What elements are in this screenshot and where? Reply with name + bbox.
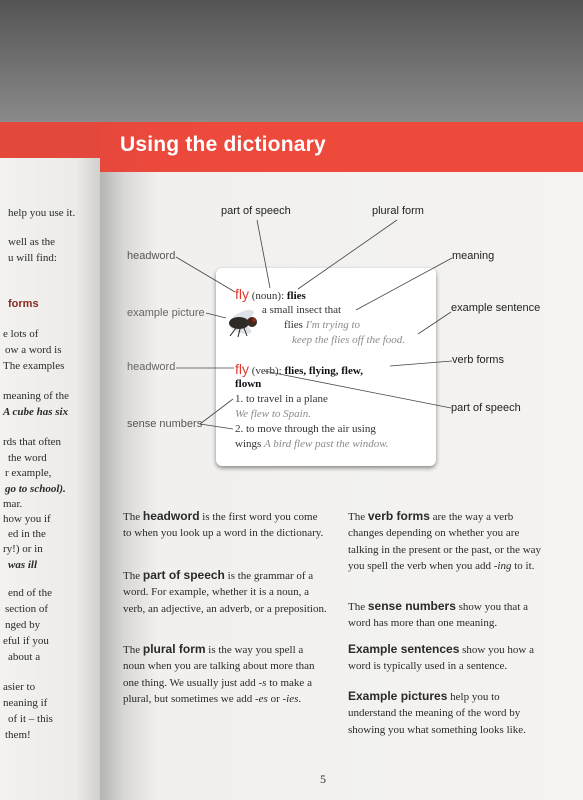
para-example-sentences: Example sentences show you how a word is typically used in a sentence. (348, 642, 534, 673)
label-sense-numbers: sense numbers (127, 418, 203, 430)
left-page-line: how you if (3, 513, 51, 525)
line-sense-2 (200, 424, 233, 429)
left-page-line: end of the (8, 587, 52, 599)
term-plural-form: plural form (142, 642, 206, 656)
left-page-line: The examples (3, 360, 65, 372)
example-noun-1: I'm trying to (305, 319, 360, 331)
left-page-line: of it – this (8, 713, 53, 725)
left-page-line: help you use it. (8, 207, 76, 219)
term-part-of-speech: part of speech (142, 568, 225, 582)
label-part-of-speech-top: part of speech (221, 205, 291, 217)
left-page-line: asier to (3, 681, 36, 693)
line-example-picture (206, 313, 226, 318)
plural-form-text: flies (286, 290, 306, 302)
sense-1-example: We flew to Spain. (235, 408, 311, 420)
example-noun-2: keep the flies off the food. (292, 334, 406, 346)
sense-1: 1. to travel in a plane (235, 393, 328, 405)
left-page-line: them! (5, 729, 31, 741)
line-headword-1 (176, 257, 235, 292)
para-part-of-speech: The part of speech is the grammar of a word. For example, whether it is a noun, a verb, an adjective, an adverb, or a preposition. (123, 568, 327, 615)
headword-verb: fly (235, 361, 249, 377)
para-sense-numbers: The sense numbers show you that a word has more than one meaning. (348, 599, 529, 630)
term-verb-forms: verb forms (367, 509, 430, 523)
page-number: 5 (320, 772, 326, 786)
sense-2-wings: wings (235, 438, 262, 450)
left-page-line: A cube has six (3, 406, 69, 418)
fly-picture (227, 307, 257, 337)
page-title: Using the dictionary (120, 133, 326, 156)
label-headword-1: headword (127, 250, 176, 262)
left-page-line: forms (8, 298, 39, 310)
label-example-sentence: example sentence (451, 302, 541, 314)
term-example-sentences: Example sentences (348, 642, 460, 656)
verb-forms-line-2: flown (235, 378, 262, 390)
para-verb-forms: The verb forms are the way a verb changes depending on whether you are talking in the present or the past, or the way you spell the verb when you add -ing to it. (348, 509, 542, 572)
left-page-line: e lots of (3, 328, 39, 340)
example-word: flies (284, 319, 303, 331)
left-page-line: neaning if (3, 697, 48, 709)
left-page-line: mar. (3, 498, 23, 510)
left-page-line: eful if you (3, 635, 49, 647)
left-page-line: the word (8, 452, 47, 464)
line-pos-right (264, 371, 451, 408)
left-page-line: about a (8, 651, 41, 663)
label-part-of-speech-right: part of speech (451, 402, 521, 414)
para-headword: The headword is the first word you come to when you look up a word in the dictionary. (123, 509, 324, 540)
term-example-pictures: Example pictures (348, 689, 448, 703)
line-pos-top (257, 220, 270, 288)
line-meaning (356, 258, 452, 310)
left-page-line: ed in the (8, 528, 46, 540)
sense-2-example: A bird flew past the window. (264, 438, 389, 450)
term-headword: headword (142, 509, 200, 523)
left-page-line: ry!) or in (3, 543, 43, 555)
left-page-line: nged by (5, 619, 41, 631)
left-page-line: well as the (8, 236, 56, 248)
left-page-line: go to school). (5, 483, 66, 495)
pos-noun: (noun): (251, 290, 285, 302)
left-page-line: r example, (5, 467, 52, 479)
label-headword-2: headword (127, 361, 176, 373)
pos-verb: (verb): (251, 365, 282, 377)
left-page-line: section of (5, 603, 49, 615)
left-page-line: ow a word is (5, 344, 62, 356)
headword-noun: fly (235, 286, 249, 302)
label-plural-form: plural form (372, 205, 424, 217)
left-page-line: rds that often (3, 436, 62, 448)
line-sense-1 (200, 399, 233, 424)
line-plural (298, 220, 397, 289)
label-verb-forms: verb forms (452, 354, 504, 366)
para-example-pictures: Example pictures help you to understand the meaning of the word by showing you what something looks like. (348, 689, 526, 736)
label-meaning: meaning (452, 250, 495, 262)
sense-2-line-1: 2. to move through the air using (235, 423, 376, 435)
term-sense-numbers: sense numbers (367, 599, 456, 613)
label-example-picture: example picture (127, 307, 205, 319)
line-verb-forms (390, 361, 452, 366)
line-example-sentence (418, 312, 451, 334)
left-page-line: meaning of the (3, 390, 69, 402)
left-page-line: u will find: (8, 252, 57, 264)
left-page-line: was ill (8, 559, 38, 571)
para-plural-form: The plural form is the way you spell a noun when you are talking about more than one thing. We usually just add -s to make a plural, but sometimes we add -es or -ies. (123, 642, 315, 705)
entry-definition: a small insect that (262, 304, 342, 316)
verb-forms-text: flies, flying, flew, (284, 365, 363, 377)
